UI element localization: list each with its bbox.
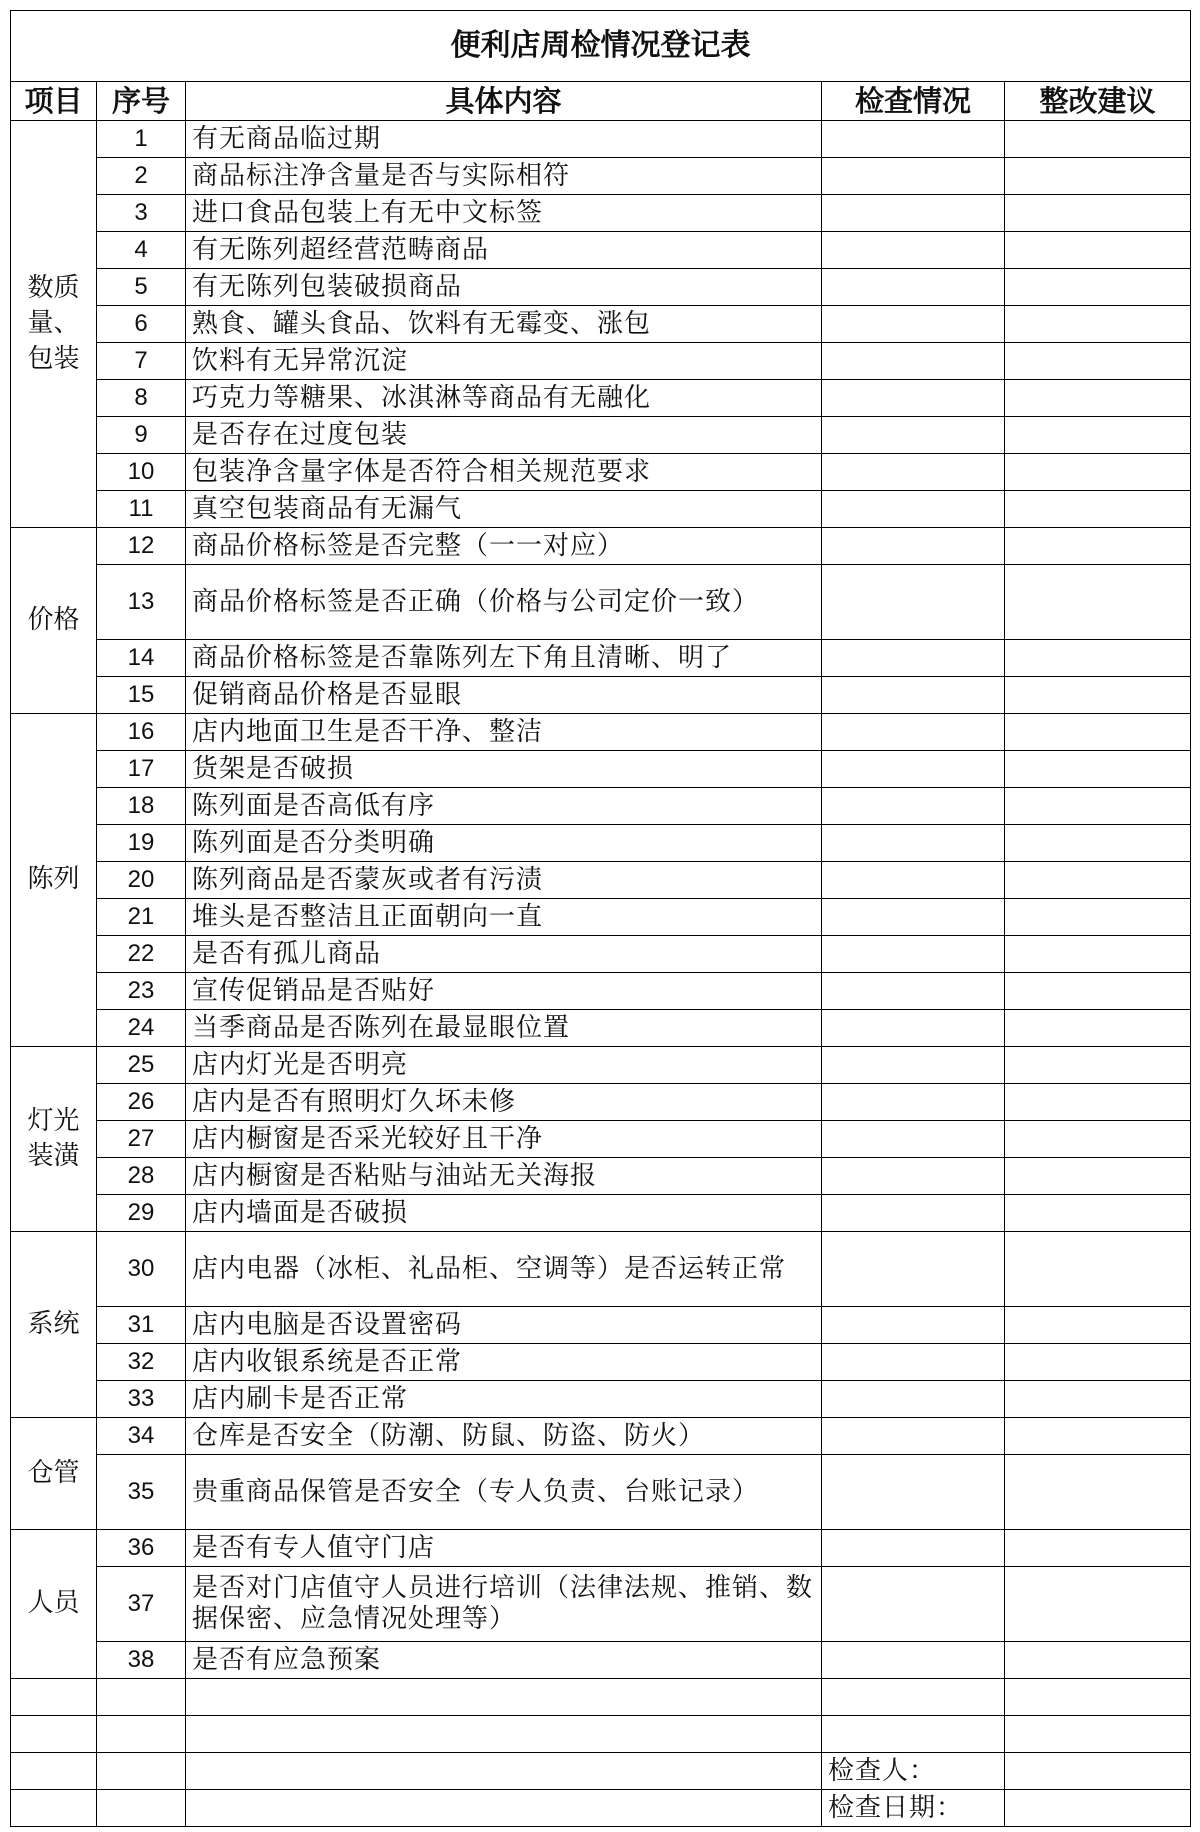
row-number: 23 [97,973,186,1010]
suggest-cell[interactable] [1005,1047,1191,1084]
check-cell[interactable] [822,1455,1005,1530]
suggest-cell[interactable] [1005,1307,1191,1344]
category-staff: 人员 [11,1530,97,1679]
header-row [11,82,1191,121]
table-row [11,1455,1191,1530]
blank-cell [822,1716,1005,1753]
row-content: 包装净含量字体是否符合相关规范要求 [186,454,822,491]
table-row [11,1642,1191,1679]
blank-cell [186,1716,822,1753]
table-row [11,417,1191,454]
table-row [11,714,1191,751]
check-cell[interactable] [822,1047,1005,1084]
row-content: 店内墙面是否破损 [186,1195,822,1232]
check-cell[interactable] [822,1232,1005,1307]
row-content: 是否存在过度包装 [186,417,822,454]
check-cell[interactable] [822,1418,1005,1455]
row-number: 11 [97,491,186,528]
suggest-cell[interactable] [1005,306,1191,343]
row-content: 宣传促销品是否贴好 [186,973,822,1010]
category-system: 系统 [11,1232,97,1418]
check-cell[interactable] [822,380,1005,417]
suggest-cell[interactable] [1005,751,1191,788]
suggest-cell[interactable] [1005,973,1191,1010]
row-content: 商品价格标签是否正确（价格与公司定价一致） [186,565,822,640]
row-content: 是否有应急预案 [186,1642,822,1679]
row-content: 店内橱窗是否粘贴与油站无关海报 [186,1158,822,1195]
table-row [11,825,1191,862]
row-number: 12 [97,528,186,565]
blank-cell [1005,1679,1191,1716]
row-content: 商品标注净含量是否与实际相符 [186,158,822,195]
row-number: 16 [97,714,186,751]
suggest-cell[interactable] [1005,714,1191,751]
row-content: 是否有孤儿商品 [186,936,822,973]
suggest-cell[interactable] [1005,1158,1191,1195]
suggest-cell[interactable] [1005,936,1191,973]
check-cell[interactable] [822,1642,1005,1679]
table-row [11,640,1191,677]
table-row [11,158,1191,195]
row-number: 29 [97,1195,186,1232]
table-row [11,528,1191,565]
table-body [11,11,1191,1827]
table-row [11,788,1191,825]
blank-cell [97,1679,186,1716]
row-content: 商品价格标签是否靠陈列左下角且清晰、明了 [186,640,822,677]
blank-cell [11,1716,97,1753]
row-content: 陈列面是否分类明确 [186,825,822,862]
blank-cell [822,1679,1005,1716]
blank-cell [11,1790,97,1827]
row-number: 8 [97,380,186,417]
row-content: 有无商品临过期 [186,121,822,158]
check-cell[interactable] [822,417,1005,454]
row-content: 贵重商品保管是否安全（专人负责、台账记录） [186,1455,822,1530]
category-quality: 数质量、包装 [11,121,97,528]
table-row [11,1344,1191,1381]
row-content: 店内电脑是否设置密码 [186,1307,822,1344]
row-number: 6 [97,306,186,343]
blank-cell [1005,1716,1191,1753]
row-number: 22 [97,936,186,973]
suggest-cell[interactable] [1005,491,1191,528]
inspector-label: 检查人： [822,1753,1005,1790]
check-cell[interactable] [822,714,1005,751]
row-number: 33 [97,1381,186,1418]
table-row [11,1158,1191,1195]
row-content: 真空包装商品有无漏气 [186,491,822,528]
row-content: 饮料有无异常沉淀 [186,343,822,380]
row-number: 24 [97,1010,186,1047]
suggest-cell[interactable] [1005,454,1191,491]
row-content: 商品价格标签是否完整（一一对应） [186,528,822,565]
row-content: 巧克力等糖果、冰淇淋等商品有无融化 [186,380,822,417]
row-number: 34 [97,1418,186,1455]
row-content: 店内是否有照明灯久坏未修 [186,1084,822,1121]
row-number: 31 [97,1307,186,1344]
table-row [11,454,1191,491]
table-row [11,121,1191,158]
row-content: 店内收银系统是否正常 [186,1344,822,1381]
check-cell[interactable] [822,751,1005,788]
table-row [11,1418,1191,1455]
header-suggest: 整改建议 [1005,82,1191,121]
suggest-cell[interactable] [1005,899,1191,936]
check-cell[interactable] [822,936,1005,973]
check-cell[interactable] [822,121,1005,158]
check-cell[interactable] [822,1195,1005,1232]
suggest-cell[interactable] [1005,1567,1191,1642]
row-number: 2 [97,158,186,195]
check-cell[interactable] [822,1158,1005,1195]
row-content: 店内刷卡是否正常 [186,1381,822,1418]
check-cell[interactable] [822,1567,1005,1642]
suggest-cell[interactable] [1005,269,1191,306]
row-content: 货架是否破损 [186,751,822,788]
check-cell[interactable] [822,269,1005,306]
check-cell[interactable] [822,195,1005,232]
suggest-cell[interactable] [1005,788,1191,825]
suggest-cell[interactable] [1005,417,1191,454]
header-seq: 序号 [97,82,186,121]
blank-row [11,1679,1191,1716]
row-number: 17 [97,751,186,788]
signature-input-cell[interactable] [1005,1753,1191,1790]
header-item: 项目 [11,82,97,121]
check-cell[interactable] [822,788,1005,825]
check-cell[interactable] [822,565,1005,640]
suggest-cell[interactable] [1005,640,1191,677]
suggest-cell[interactable] [1005,1455,1191,1530]
row-content: 有无陈列超经营范畴商品 [186,232,822,269]
table-row [11,973,1191,1010]
category-display: 陈列 [11,714,97,1047]
table-row [11,343,1191,380]
suggest-cell[interactable] [1005,1418,1191,1455]
table-row [11,306,1191,343]
check-cell[interactable] [822,1084,1005,1121]
row-content: 陈列商品是否蒙灰或者有污渍 [186,862,822,899]
table-row [11,1121,1191,1158]
check-cell[interactable] [822,825,1005,862]
row-number: 36 [97,1530,186,1567]
check-cell[interactable] [822,973,1005,1010]
table-row [11,1307,1191,1344]
row-content: 店内橱窗是否采光较好且干净 [186,1121,822,1158]
table-row [11,1381,1191,1418]
row-number: 21 [97,899,186,936]
suggest-cell[interactable] [1005,677,1191,714]
check-cell[interactable] [822,528,1005,565]
blank-cell [11,1679,97,1716]
suggest-cell[interactable] [1005,1121,1191,1158]
row-number: 4 [97,232,186,269]
blank-cell [186,1790,822,1827]
row-number: 14 [97,640,186,677]
form-title: 便利店周检情况登记表 [11,11,1191,82]
table-row [11,1567,1191,1642]
table-row [11,565,1191,640]
blank-row [11,1716,1191,1753]
inspection-form-table [10,10,1191,1827]
row-number: 10 [97,454,186,491]
suggest-cell[interactable] [1005,1344,1191,1381]
inspection-date-label: 检查日期： [822,1790,1005,1827]
check-cell[interactable] [822,862,1005,899]
check-cell[interactable] [822,1344,1005,1381]
check-cell[interactable] [822,1307,1005,1344]
suggest-cell[interactable] [1005,195,1191,232]
suggest-cell[interactable] [1005,158,1191,195]
row-number: 5 [97,269,186,306]
row-content: 熟食、罐头食品、饮料有无霉变、涨包 [186,306,822,343]
check-cell[interactable] [822,1121,1005,1158]
row-content: 促销商品价格是否显眼 [186,677,822,714]
table-row [11,491,1191,528]
table-row [11,899,1191,936]
table-row [11,936,1191,973]
blank-row [11,1753,1191,1790]
table-row [11,1530,1191,1567]
row-content: 当季商品是否陈列在最显眼位置 [186,1010,822,1047]
table-row [11,269,1191,306]
row-number: 3 [97,195,186,232]
row-number: 32 [97,1344,186,1381]
suggest-cell[interactable] [1005,528,1191,565]
table-row [11,751,1191,788]
row-number: 25 [97,1047,186,1084]
check-cell[interactable] [822,158,1005,195]
row-content: 店内灯光是否明亮 [186,1047,822,1084]
category-price: 价格 [11,528,97,714]
signature-input-cell[interactable] [1005,1790,1191,1827]
check-cell[interactable] [822,232,1005,269]
suggest-cell[interactable] [1005,1010,1191,1047]
row-number: 13 [97,565,186,640]
row-number: 37 [97,1567,186,1642]
suggest-cell[interactable] [1005,380,1191,417]
suggest-cell[interactable] [1005,1381,1191,1418]
check-cell[interactable] [822,306,1005,343]
row-number: 38 [97,1642,186,1679]
suggest-cell[interactable] [1005,343,1191,380]
check-cell[interactable] [822,899,1005,936]
table-row [11,862,1191,899]
suggest-cell[interactable] [1005,1232,1191,1307]
row-number: 27 [97,1121,186,1158]
suggest-cell[interactable] [1005,1642,1191,1679]
row-content: 店内电器（冰柜、礼品柜、空调等）是否运转正常 [186,1232,822,1307]
check-cell[interactable] [822,1530,1005,1567]
suggest-cell[interactable] [1005,1195,1191,1232]
check-cell[interactable] [822,343,1005,380]
row-content: 有无陈列包装破损商品 [186,269,822,306]
row-content: 陈列面是否高低有序 [186,788,822,825]
row-content: 进口食品包装上有无中文标签 [186,195,822,232]
check-cell[interactable] [822,491,1005,528]
blank-cell [11,1753,97,1790]
table-row [11,1195,1191,1232]
blank-cell [186,1753,822,1790]
row-number: 19 [97,825,186,862]
row-content: 堆头是否整洁且正面朝向一直 [186,899,822,936]
suggest-cell[interactable] [1005,1530,1191,1567]
row-number: 26 [97,1084,186,1121]
table-row [11,677,1191,714]
suggest-cell[interactable] [1005,862,1191,899]
table-row [11,232,1191,269]
table-row [11,1010,1191,1047]
row-number: 15 [97,677,186,714]
row-content: 仓库是否安全（防潮、防鼠、防盗、防火） [186,1418,822,1455]
check-cell[interactable] [822,640,1005,677]
row-number: 35 [97,1455,186,1530]
row-content: 店内地面卫生是否干净、整洁 [186,714,822,751]
suggest-cell[interactable] [1005,825,1191,862]
row-number: 7 [97,343,186,380]
check-cell[interactable] [822,1010,1005,1047]
blank-cell [97,1753,186,1790]
blank-cell [97,1716,186,1753]
blank-row [11,1790,1191,1827]
row-number: 28 [97,1158,186,1195]
table-row [11,380,1191,417]
category-warehouse: 仓管 [11,1418,97,1530]
table-row [11,1047,1191,1084]
row-number: 9 [97,417,186,454]
row-number: 1 [97,121,186,158]
suggest-cell[interactable] [1005,1084,1191,1121]
suggest-cell[interactable] [1005,565,1191,640]
suggest-cell[interactable] [1005,232,1191,269]
check-cell[interactable] [822,1381,1005,1418]
row-content: 是否有专人值守门店 [186,1530,822,1567]
header-check: 检查情况 [822,82,1005,121]
check-cell[interactable] [822,677,1005,714]
row-content: 是否对门店值守人员进行培训（法律法规、推销、数据保密、应急情况处理等） [186,1567,822,1642]
table-row [11,1232,1191,1307]
check-cell[interactable] [822,454,1005,491]
row-number: 30 [97,1232,186,1307]
blank-cell [186,1679,822,1716]
table-row [11,195,1191,232]
table-row [11,1084,1191,1121]
blank-cell [97,1790,186,1827]
row-number: 20 [97,862,186,899]
row-number: 18 [97,788,186,825]
category-lighting: 灯光装潢 [11,1047,97,1232]
suggest-cell[interactable] [1005,121,1191,158]
header-content: 具体内容 [186,82,822,121]
